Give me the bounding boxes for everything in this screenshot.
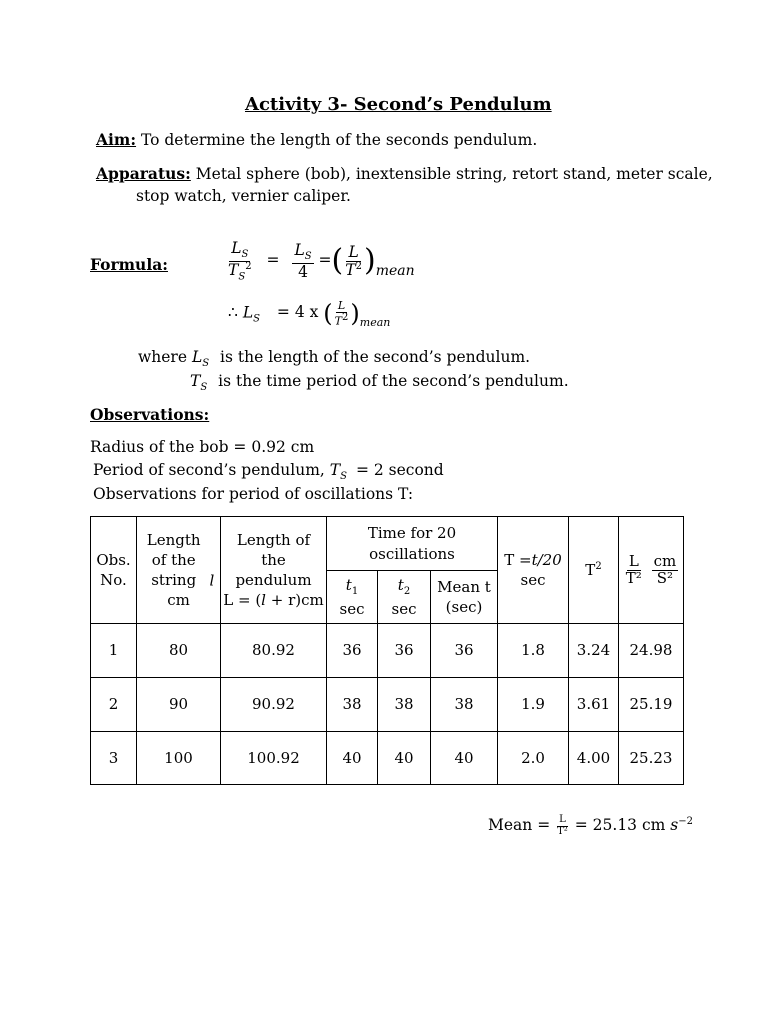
mean-subscript: mean bbox=[375, 263, 415, 280]
apparatus-text-1: Metal sphere (bob), inextensible string, retort stand, meter scale, bbox=[195, 165, 713, 183]
header-period-T: T =t/20 sec bbox=[498, 517, 569, 624]
period-line: Period of second’s pendulum, $T_S = 2$ second bbox=[93, 461, 444, 483]
page-title: Activity 3- Second’s Pendulum bbox=[245, 94, 552, 115]
table-row bbox=[91, 732, 684, 785]
cell-obs: 3 bbox=[91, 732, 137, 785]
aim-line bbox=[96, 130, 537, 149]
cell-length-pendulum: 80.92 bbox=[221, 624, 327, 678]
apparatus-label: Apparatus: bbox=[96, 164, 191, 183]
radius-line: Radius of the bob = 0.92 cm bbox=[90, 438, 315, 456]
cell-period: 1.8 bbox=[498, 624, 569, 678]
ls-over-ts2: $\frac{L_S}{T_S^2}$ bbox=[228, 239, 252, 282]
apparatus-line-2: stop watch, vernier caliper. bbox=[136, 187, 351, 205]
header-time-20-osc: Time for 20 oscillations bbox=[327, 517, 498, 571]
header-L-over-T2: $\frac{L}{\text{T²}}$ $\frac{cm}{\text{S²}}$ bbox=[619, 517, 684, 624]
formula-line-1: $\frac{L_S}{T_S^2}$ = $\frac{L_S}{4}$ =( $\frac{L}{T^2}$ )mean bbox=[228, 239, 415, 282]
cell-t-squared: 3.61 bbox=[569, 678, 619, 732]
cell-length-pendulum: 100.92 bbox=[221, 732, 327, 785]
cell-t-squared: 3.24 bbox=[569, 624, 619, 678]
cell-mean-t: 38 bbox=[431, 678, 498, 732]
cell-mean-t: 36 bbox=[431, 624, 498, 678]
cell-t1: 40 bbox=[327, 732, 378, 785]
cell-t1: 38 bbox=[327, 678, 378, 732]
l-over-t2-small: $\frac{L}{T^2}$ bbox=[334, 299, 349, 328]
header-length-pendulum: Length of the pendulum L = (l + r)cm bbox=[221, 517, 327, 624]
cell-l-over-t2: 25.19 bbox=[619, 678, 684, 732]
ls-over-4: $\frac{L_S}{4}$ bbox=[294, 241, 312, 281]
formula-line-2: ∴ $L_S = 4$ x ( $\frac{L}{T^2}$ )$_{mean}$ bbox=[228, 299, 391, 330]
l-over-t2: $\frac{L}{T^2}$ bbox=[345, 243, 362, 279]
where-line-2: $T_S$ is the time period of the second’s pendulum. bbox=[190, 372, 569, 394]
period-osc-line: Observations for period of oscillations T: bbox=[93, 485, 414, 503]
header-t1: $t_1$ sec bbox=[327, 571, 378, 624]
observations-label: Observations: bbox=[90, 405, 210, 424]
observation-table bbox=[90, 516, 684, 785]
header-mean-t: Mean t (sec) bbox=[431, 571, 498, 624]
cell-obs: 1 bbox=[91, 624, 137, 678]
aim-label: Aim: bbox=[96, 130, 137, 149]
mean-fraction: $\frac{L}{\text{T²}}$ bbox=[557, 814, 568, 837]
cell-length-string: 80 bbox=[137, 624, 221, 678]
cell-t2: 40 bbox=[378, 732, 431, 785]
cell-l-over-t2: 25.23 bbox=[619, 732, 684, 785]
cell-t2: 36 bbox=[378, 624, 431, 678]
table-row bbox=[91, 624, 684, 678]
apparatus-line-1 bbox=[96, 164, 713, 183]
where-line-1: where $L_S$ is the length of the second’s pendulum. bbox=[138, 348, 531, 370]
cell-obs: 2 bbox=[91, 678, 137, 732]
header-length-string: Length of the string l cm bbox=[137, 517, 221, 624]
cell-length-string: 90 bbox=[137, 678, 221, 732]
mean-result: Mean = $\frac{L}{\text{T²}}$ = 25.13 cm $s^{-2}$ bbox=[488, 814, 693, 837]
header-t2: $t_2$ sec bbox=[378, 571, 431, 624]
cell-mean-t: 40 bbox=[431, 732, 498, 785]
cell-t2: 38 bbox=[378, 678, 431, 732]
formula-label: Formula: bbox=[90, 255, 168, 274]
aim-text: To determine the length of the seconds pendulum. bbox=[140, 131, 538, 149]
cell-period: 1.9 bbox=[498, 678, 569, 732]
cell-l-over-t2: 24.98 bbox=[619, 624, 684, 678]
cell-t-squared: 4.00 bbox=[569, 732, 619, 785]
table-row bbox=[91, 678, 684, 732]
header-T-squared: $T^2$ bbox=[569, 517, 619, 624]
cell-period: 2.0 bbox=[498, 732, 569, 785]
cell-t1: 36 bbox=[327, 624, 378, 678]
cell-length-pendulum: 90.92 bbox=[221, 678, 327, 732]
header-obs-no: Obs. No. bbox=[91, 517, 137, 624]
cell-length-string: 100 bbox=[137, 732, 221, 785]
